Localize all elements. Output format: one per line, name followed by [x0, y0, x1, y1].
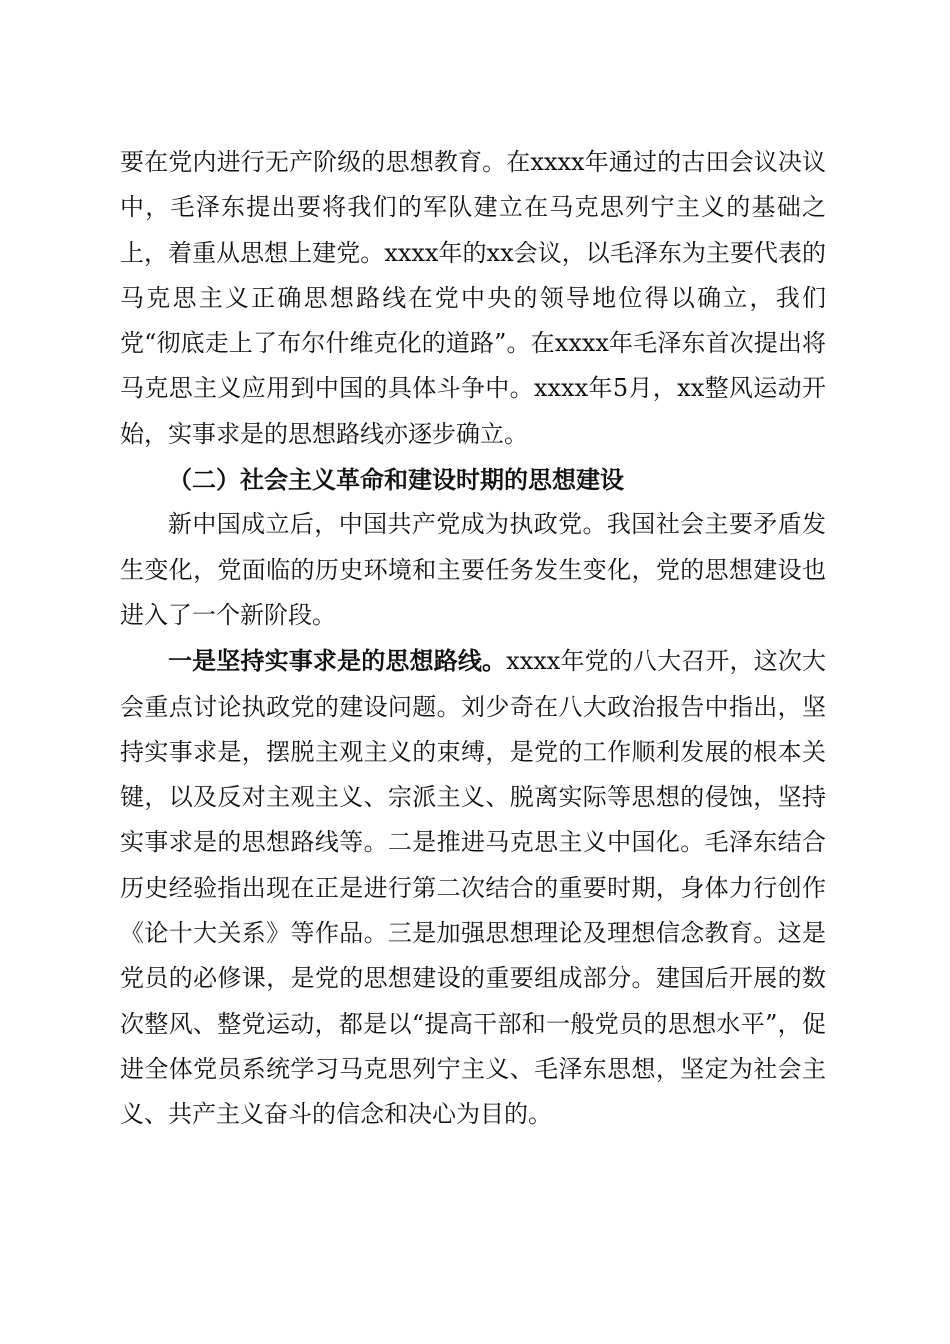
section-heading: （二）社会主义革命和建设时期的思想建设: [168, 465, 624, 495]
paragraph-three-points: [120, 638, 826, 1137]
paragraph-continued: 要在党内进行无产阶级的思想教育。在xxxx年通过的古田会议决议中，毛泽东提出要将我们的军队建立在马克思列宁主义的基础之上，着重从思想上建党。xxxx年的xx会议，以毛泽东为主要代表的马克思主义正确思想路线在党中央的领导地位得以确立，我们党“彻底走上了布尔什维克化的道路”。在xxxx年毛泽东首次提出将马克思主义应用到中国的具体斗争中。xxxx年5月，xx整风运动开始，实事求是的思想路线亦逐步确立。: [120, 148, 826, 448]
paragraph-body-text: xxxx年党的八大召开，这次大会重点讨论执政党的建设问题。刘少奇在八大政治报告中指出，坚持实事求是，摆脱主观主义的束缚，是党的工作顺利发展的根本关键，以及反对主观主义、宗派主义、脱离实际等思想的侵蚀，坚持实事求是的思想路线等。二是推进马克思主义中国化。毛泽东结合历史经验指出现在正是进行第二次结合的重要时期，身体力行创作《论十大关系》等作品。三是加强思想理论及理想信念教育。这是党员的必修课，是党的思想建设的重要组成部分。建国后开展的数次整风、整党运动，都是以“提高干部和一般党员的思想水平”，促进全体党员系统学习马克思列宁主义、毛泽东思想，坚定为社会主义、共产主义奋斗的信念和决心为目的。: [120, 647, 827, 1129]
paragraph-lead-phrase: 一是坚持实事求是的思想路线。: [168, 646, 507, 676]
document-body: [120, 140, 826, 1138]
paragraph-new-china: 新中国成立后，中国共产党成为执政党。我国社会主要矛盾发生变化，党面临的历史环境和主要任务发生变化，党的思想建设也进入了一个新阶段。: [120, 510, 826, 629]
